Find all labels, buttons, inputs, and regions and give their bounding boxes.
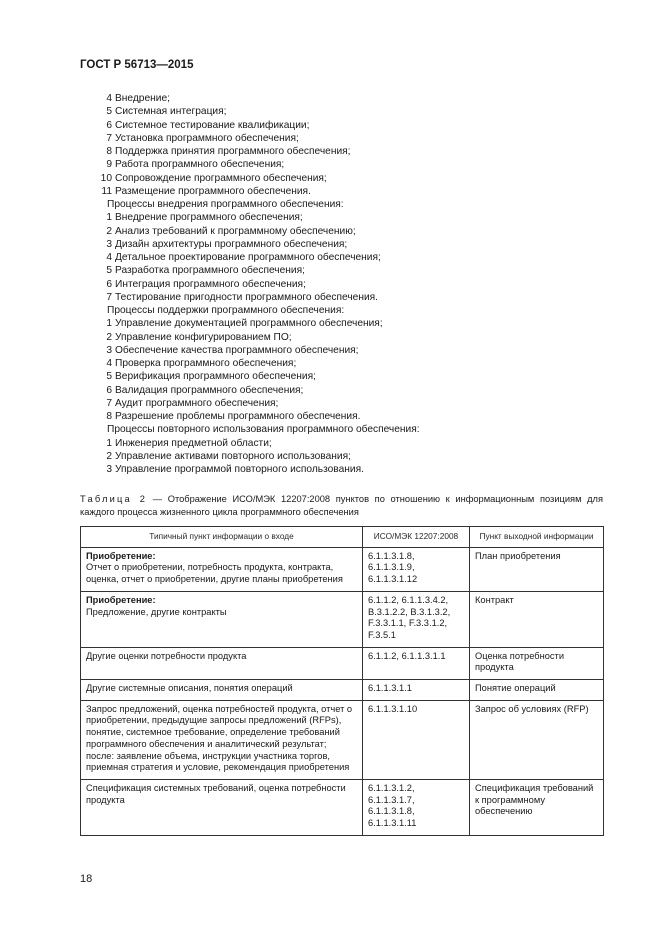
clause-cell: 6.1.1.2, 6.1.1.3.4.2, B.3.1.2.2, B.3.1.3.2, F.3.3.1.1, F.3.3.1.2, F.3.5.1 xyxy=(363,591,470,647)
input-cell: Другие системные описания, понятия операций xyxy=(81,680,363,701)
group-heading: Процессы внедрения программного обеспечения: xyxy=(107,199,344,210)
table-row xyxy=(81,680,604,701)
group-heading: Процессы повторного использования программного обеспечения: xyxy=(107,424,420,436)
list-item: 11 Размещение программного обеспечения. xyxy=(101,185,311,197)
table-row xyxy=(81,779,604,835)
output-cell: Спецификация требований к программному обеспечению xyxy=(470,779,604,835)
list-item: 1 Управление документацией программного обеспечения; xyxy=(106,318,383,330)
output-cell: Понятие операций xyxy=(470,680,604,701)
list-item: 7 Установка программного обеспечения; xyxy=(106,132,299,144)
list-item: 4 Внедрение; xyxy=(106,93,170,104)
group-implementation xyxy=(99,198,619,304)
mapping-table xyxy=(80,526,604,836)
list-item: 2 Анализ требований к программному обеспечению; xyxy=(106,225,356,237)
group-heading: Процессы поддержки программного обеспечения: xyxy=(107,305,345,316)
clause-cell: 6.1.1.3.1.1 xyxy=(363,680,470,701)
process-list xyxy=(99,92,619,476)
output-cell: Контракт xyxy=(470,591,604,647)
table-row xyxy=(81,647,604,679)
list-item: 3 Дизайн архитектуры программного обеспечения; xyxy=(106,238,348,250)
clause-cell: 6.1.1.3.1.2, 6.1.1.3.1.7, 6.1.1.3.1.8, 6.1.1.3.1.11 xyxy=(363,779,470,835)
list-item: 10 Сопровождение программного обеспечения; xyxy=(100,172,327,184)
list-item: 6 Интеграция программного обеспечения; xyxy=(106,278,306,290)
clause-cell: 6.1.1.3.1.10 xyxy=(363,700,470,779)
list-item: 7 Аудит программного обеспечения; xyxy=(106,397,279,409)
table-caption-text: — Отображение ИСО/МЭК 12207:2008 пунктов по отношению к информационным позициям для каждого процесса жизненного цикла программного обеспечения xyxy=(80,494,603,517)
clause-cell: 6.1.1.2, 6.1.1.3.1.1 xyxy=(363,647,470,679)
list-item: 1 Инженерия предметной области; xyxy=(106,437,272,449)
list-item: 2 Управление активами повторного использования; xyxy=(106,450,351,462)
column-header-input: Типичный пункт информации о входе xyxy=(81,527,363,548)
continued-list xyxy=(99,92,619,198)
table-caption xyxy=(80,493,603,518)
list-item: 9 Работа программного обеспечения; xyxy=(106,159,285,171)
output-cell: Запрос об условиях (RFP) xyxy=(470,700,604,779)
list-item: 2 Управление конфигурированием ПО; xyxy=(106,331,292,343)
table-label: Таблица 2 xyxy=(80,494,148,504)
table-row xyxy=(81,547,604,591)
list-item: 1 Внедрение программного обеспечения; xyxy=(106,212,303,224)
input-cell: Спецификация системных требований, оценка потребности продукта xyxy=(81,779,363,835)
list-item: 5 Системная интеграция; xyxy=(106,106,227,118)
column-header-clause: ИСО/МЭК 12207:2008 xyxy=(363,527,470,548)
list-item: 8 Поддержка принятия программного обеспечения; xyxy=(106,146,351,157)
list-item: 6 Системное тестирование квалификации; xyxy=(106,119,310,131)
list-item: 7 Тестирование пригодности программного обеспечения. xyxy=(106,291,379,303)
list-item: 3 Обеспечение качества программного обеспечения; xyxy=(106,344,359,356)
list-item: 4 Проверка программного обеспечения; xyxy=(106,358,297,369)
output-cell: План приобретения xyxy=(470,547,604,591)
input-cell: Приобретение: Предложение, другие контракты xyxy=(81,591,363,647)
list-item: 5 Верификация программного обеспечения; xyxy=(106,371,316,383)
table-header-row xyxy=(81,527,604,548)
output-cell: Оценка потребности продукта xyxy=(470,647,604,679)
input-cell: Запрос предложений, оценка потребностей продукта, отчет о приобретении, предыдущие запросы предложений (RFPs), понятие, системное требование, определение требований программного обеспечения и аналитический результат; после: заявление объема, инструкции участника торгов, приемная стратегия и условие, рекомендация приобретения xyxy=(81,700,363,779)
input-cell: Приобретение: Отчет о приобретении, потребность продукта, контракта, оценка, отчет о приобретении, другие планы приобретения xyxy=(81,547,363,591)
clause-cell: 6.1.1.3.1.8, 6.1.1.3.1.9, 6.1.1.3.1.12 xyxy=(363,547,470,591)
list-item: 4 Детальное проектирование программного обеспечения; xyxy=(106,252,381,263)
list-item: 3 Управление программой повторного использования. xyxy=(106,464,364,475)
table-row xyxy=(81,591,604,647)
column-header-output: Пункт выходной информации xyxy=(470,527,604,548)
group-support xyxy=(99,304,619,423)
group-reuse xyxy=(99,423,619,476)
page-number: 18 xyxy=(80,873,93,885)
list-item: 6 Валидация программного обеспечения; xyxy=(106,384,304,396)
input-cell: Другие оценки потребности продукта xyxy=(81,647,363,679)
table-row xyxy=(81,700,604,779)
document-code: ГОСТ Р 56713—2015 xyxy=(80,59,194,71)
list-item: 5 Разработка программного обеспечения; xyxy=(106,265,305,277)
list-item: 8 Разрешение проблемы программного обеспечения. xyxy=(106,411,361,422)
